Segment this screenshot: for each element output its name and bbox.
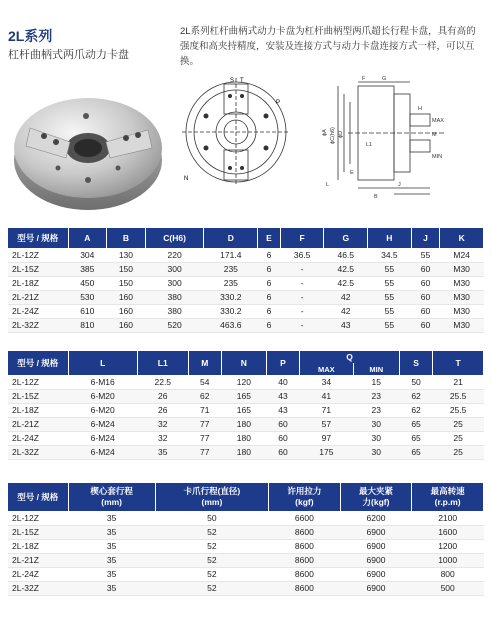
value-cell: 6900 (340, 553, 412, 567)
model-cell: 2L-18Z (8, 539, 68, 553)
table1-header: J (411, 228, 440, 248)
value-cell: 42.5 (324, 276, 368, 290)
value-cell: 330.2 (204, 304, 258, 318)
model-cell: 2L-21Z (8, 290, 68, 304)
table-row (8, 248, 484, 262)
value-cell: 180 (221, 431, 266, 445)
value-cell: 150 (107, 262, 146, 276)
table2-header: P (266, 351, 299, 375)
value-cell: 35 (137, 445, 188, 459)
value-cell: 300 (145, 262, 204, 276)
table2-header-q: Q (300, 351, 400, 363)
table-row (8, 431, 484, 445)
value-cell: 26 (137, 389, 188, 403)
value-cell: 30 (353, 417, 399, 431)
value-cell: 60 (411, 276, 440, 290)
value-cell: 25.5 (433, 389, 484, 403)
table3-header: 型号 / 规格 (8, 483, 68, 511)
value-cell: 43 (324, 318, 368, 332)
value-cell: 530 (68, 290, 107, 304)
value-cell: 21 (433, 375, 484, 389)
table2-subheader-min: MIN (353, 363, 399, 375)
value-cell: 175 (300, 445, 354, 459)
table1-header: H (368, 228, 412, 248)
value-cell: 32 (137, 431, 188, 445)
value-cell: 41 (300, 389, 354, 403)
model-cell: 2L-21Z (8, 417, 68, 431)
value-cell: 32 (137, 417, 188, 431)
label-l: L (326, 182, 330, 188)
value-cell: 6-M24 (68, 445, 137, 459)
value-cell: 160 (107, 304, 146, 318)
value-cell: 23 (353, 389, 399, 403)
value-cell: 65 (399, 445, 432, 459)
value-cell: 300 (145, 276, 204, 290)
value-cell: 55 (368, 304, 412, 318)
value-cell: 22.5 (137, 375, 188, 389)
value-cell: 60 (266, 445, 299, 459)
value-cell: 6 (258, 318, 281, 332)
value-cell: 43 (266, 403, 299, 417)
value-cell: 130 (107, 248, 146, 262)
value-cell: 35 (68, 525, 155, 539)
value-cell: 57 (300, 417, 354, 431)
value-cell: 8600 (269, 539, 341, 553)
value-cell: 26 (137, 403, 188, 417)
chuck-photo (8, 80, 168, 215)
label-min: MIN (432, 154, 443, 160)
value-cell: 8600 (269, 581, 341, 595)
model-cell: 2L-24Z (8, 304, 68, 318)
value-cell: 43 (266, 389, 299, 403)
value-cell: 52 (155, 525, 268, 539)
model-cell: 2L-32Z (8, 581, 68, 595)
label-n: N (184, 176, 189, 182)
table3-header: 最大夹紧 力(kgf) (340, 483, 412, 511)
value-cell: 235 (204, 262, 258, 276)
model-cell: 2L-12Z (8, 511, 68, 525)
value-cell: 220 (145, 248, 204, 262)
value-cell: 60 (411, 262, 440, 276)
value-cell: 160 (107, 290, 146, 304)
side-view-drawing (318, 74, 458, 200)
label-s: S (230, 78, 235, 84)
model-cell: 2L-12Z (8, 375, 68, 389)
table1-header: 型号 / 规格 (8, 228, 68, 248)
value-cell: 15 (353, 375, 399, 389)
table1-header: C(H6) (145, 228, 204, 248)
value-cell: 35 (68, 567, 155, 581)
model-cell: 2L-18Z (8, 276, 68, 290)
value-cell: 6-M16 (68, 375, 137, 389)
value-cell: 50 (155, 511, 268, 525)
label-m: M (432, 132, 437, 138)
value-cell: 35 (68, 539, 155, 553)
value-cell: 810 (68, 318, 107, 332)
value-cell: 165 (221, 389, 266, 403)
table-row (8, 290, 484, 304)
model-cell: 2L-32Z (8, 445, 68, 459)
value-cell: 52 (155, 567, 268, 581)
value-cell: 77 (188, 417, 221, 431)
value-cell: 25.5 (433, 403, 484, 417)
value-cell: 62 (399, 403, 432, 417)
value-cell: 180 (221, 445, 266, 459)
value-cell: 500 (412, 581, 484, 595)
value-cell: 55 (368, 262, 412, 276)
value-cell: M30 (440, 304, 484, 318)
value-cell: 46.5 (324, 248, 368, 262)
table2-header: S (399, 351, 432, 375)
value-cell: 34.5 (368, 248, 412, 262)
label-g: G (382, 76, 387, 82)
value-cell: 180 (221, 417, 266, 431)
label-a: ϕA (322, 129, 328, 136)
table1-header: B (107, 228, 146, 248)
table1-header: G (324, 228, 368, 248)
value-cell: 52 (155, 539, 268, 553)
table2-header: L1 (137, 351, 188, 375)
value-cell: 60 (266, 431, 299, 445)
table-row (8, 525, 484, 539)
label-b: B (374, 194, 378, 200)
table-row (8, 553, 484, 567)
value-cell: M30 (440, 318, 484, 332)
value-cell: 6 (258, 276, 281, 290)
value-cell: 55 (368, 318, 412, 332)
table3-header: 楔心套行程 (mm) (68, 483, 155, 511)
value-cell: 65 (399, 417, 432, 431)
value-cell: 6-M20 (68, 389, 137, 403)
model-cell: 2L-15Z (8, 389, 68, 403)
label-t: T (240, 78, 244, 84)
model-cell: 2L-21Z (8, 553, 68, 567)
value-cell: 8600 (269, 553, 341, 567)
value-cell: 60 (411, 290, 440, 304)
dimensions-table-2 (8, 351, 484, 460)
value-cell: 165 (221, 403, 266, 417)
value-cell: 6-M24 (68, 417, 137, 431)
table3-header: 最高转速 (r.p.m) (412, 483, 484, 511)
value-cell: 610 (68, 304, 107, 318)
value-cell: 160 (107, 318, 146, 332)
value-cell: 71 (300, 403, 354, 417)
table-row (8, 539, 484, 553)
value-cell: M30 (440, 276, 484, 290)
table3-header: 卡爪行程(直径) (mm) (155, 483, 268, 511)
label-l1: L1 (366, 142, 373, 148)
value-cell: 55 (411, 248, 440, 262)
value-cell: 6 (258, 304, 281, 318)
value-cell: 60 (411, 304, 440, 318)
value-cell: 235 (204, 276, 258, 290)
value-cell: 55 (368, 290, 412, 304)
value-cell: 6900 (340, 539, 412, 553)
value-cell: 42 (324, 304, 368, 318)
value-cell: 385 (68, 262, 107, 276)
value-cell: 330.2 (204, 290, 258, 304)
table-row (8, 375, 484, 389)
label-e: E (350, 170, 354, 176)
table2-header: M (188, 351, 221, 375)
table-row (8, 403, 484, 417)
product-description: 2L系列杠杆曲柄式动力卡盘为杠杆曲柄型两爪超长行程卡盘，具有高的强度和高夹持精度，安装及连接方式与动力卡盘连接方式一样，可以互换。 (180, 26, 476, 67)
value-cell: 34 (300, 375, 354, 389)
model-cell: 2L-18Z (8, 403, 68, 417)
value-cell: M24 (440, 248, 484, 262)
value-cell: 520 (145, 318, 204, 332)
value-cell: 6-M24 (68, 431, 137, 445)
label-c: ϕC(h6) (330, 127, 336, 144)
value-cell: 62 (399, 389, 432, 403)
table1-header: F (280, 228, 324, 248)
model-cell: 2L-15Z (8, 525, 68, 539)
value-cell: 52 (155, 553, 268, 567)
table2-header: N (221, 351, 266, 375)
value-cell: 6200 (340, 511, 412, 525)
performance-table (8, 483, 484, 596)
value-cell: 36.5 (280, 248, 324, 262)
value-cell: 6-M20 (68, 403, 137, 417)
value-cell: 55 (368, 276, 412, 290)
value-cell: 380 (145, 290, 204, 304)
table-row (8, 445, 484, 459)
value-cell: 450 (68, 276, 107, 290)
front-view-drawing (180, 76, 292, 188)
table-row (8, 581, 484, 595)
value-cell: 50 (399, 375, 432, 389)
table1-header: D (204, 228, 258, 248)
table-row (8, 511, 484, 525)
value-cell: 25 (433, 431, 484, 445)
value-cell: 42 (324, 290, 368, 304)
value-cell: 77 (188, 445, 221, 459)
series-title: 2L系列 (8, 28, 53, 44)
value-cell: 6 (258, 248, 281, 262)
value-cell: - (280, 290, 324, 304)
table-row (8, 567, 484, 581)
table-row (8, 304, 484, 318)
table2-header: L (68, 351, 137, 375)
value-cell: 1600 (412, 525, 484, 539)
value-cell: 23 (353, 403, 399, 417)
value-cell: 150 (107, 276, 146, 290)
label-d: ϕD (338, 130, 344, 138)
value-cell: M30 (440, 290, 484, 304)
label-p: P (276, 100, 281, 106)
model-cell: 2L-15Z (8, 262, 68, 276)
value-cell: 97 (300, 431, 354, 445)
value-cell: 30 (353, 431, 399, 445)
table-row (8, 262, 484, 276)
value-cell: 120 (221, 375, 266, 389)
value-cell: 25 (433, 445, 484, 459)
value-cell: 6900 (340, 581, 412, 595)
value-cell: - (280, 318, 324, 332)
table3-header: 许用拉力 (kgf) (269, 483, 341, 511)
value-cell: M30 (440, 262, 484, 276)
value-cell: 800 (412, 567, 484, 581)
value-cell: 463.6 (204, 318, 258, 332)
value-cell: 8600 (269, 525, 341, 539)
table2-subheader-max: MAX (300, 363, 354, 375)
value-cell: 380 (145, 304, 204, 318)
value-cell: 6 (258, 290, 281, 304)
value-cell: - (280, 276, 324, 290)
label-max: MAX (432, 118, 444, 124)
label-j: J (398, 182, 401, 188)
value-cell: 35 (68, 511, 155, 525)
value-cell: 40 (266, 375, 299, 389)
value-cell: 52 (155, 581, 268, 595)
table-row (8, 276, 484, 290)
table2-header: 型号 / 规格 (8, 351, 68, 375)
value-cell: 1200 (412, 539, 484, 553)
model-cell: 2L-24Z (8, 567, 68, 581)
value-cell: 2100 (412, 511, 484, 525)
table2-header: T (433, 351, 484, 375)
table-row (8, 389, 484, 403)
dimensions-table-1 (8, 228, 484, 333)
value-cell: 60 (411, 318, 440, 332)
table1-header: A (68, 228, 107, 248)
value-cell: 71 (188, 403, 221, 417)
value-cell: 1000 (412, 553, 484, 567)
value-cell: 60 (266, 417, 299, 431)
value-cell: 42.5 (324, 262, 368, 276)
value-cell: 35 (68, 553, 155, 567)
value-cell: 62 (188, 389, 221, 403)
value-cell: 65 (399, 431, 432, 445)
table-row (8, 417, 484, 431)
model-cell: 2L-24Z (8, 431, 68, 445)
value-cell: 171.4 (204, 248, 258, 262)
value-cell: 6600 (269, 511, 341, 525)
value-cell: - (280, 262, 324, 276)
label-h: H (418, 106, 422, 112)
value-cell: 6900 (340, 525, 412, 539)
table1-header: E (258, 228, 281, 248)
value-cell: 25 (433, 417, 484, 431)
value-cell: 304 (68, 248, 107, 262)
value-cell: 30 (353, 445, 399, 459)
value-cell: 54 (188, 375, 221, 389)
series-subtitle: 杠杆曲柄式两爪动力卡盘 (8, 49, 129, 61)
value-cell: - (280, 304, 324, 318)
value-cell: 8600 (269, 567, 341, 581)
value-cell: 35 (68, 581, 155, 595)
model-cell: 2L-32Z (8, 318, 68, 332)
value-cell: 6 (258, 262, 281, 276)
value-cell: 6900 (340, 567, 412, 581)
table-row (8, 318, 484, 332)
model-cell: 2L-12Z (8, 248, 68, 262)
label-f: F (362, 76, 366, 82)
table1-header: K (440, 228, 484, 248)
value-cell: 77 (188, 431, 221, 445)
